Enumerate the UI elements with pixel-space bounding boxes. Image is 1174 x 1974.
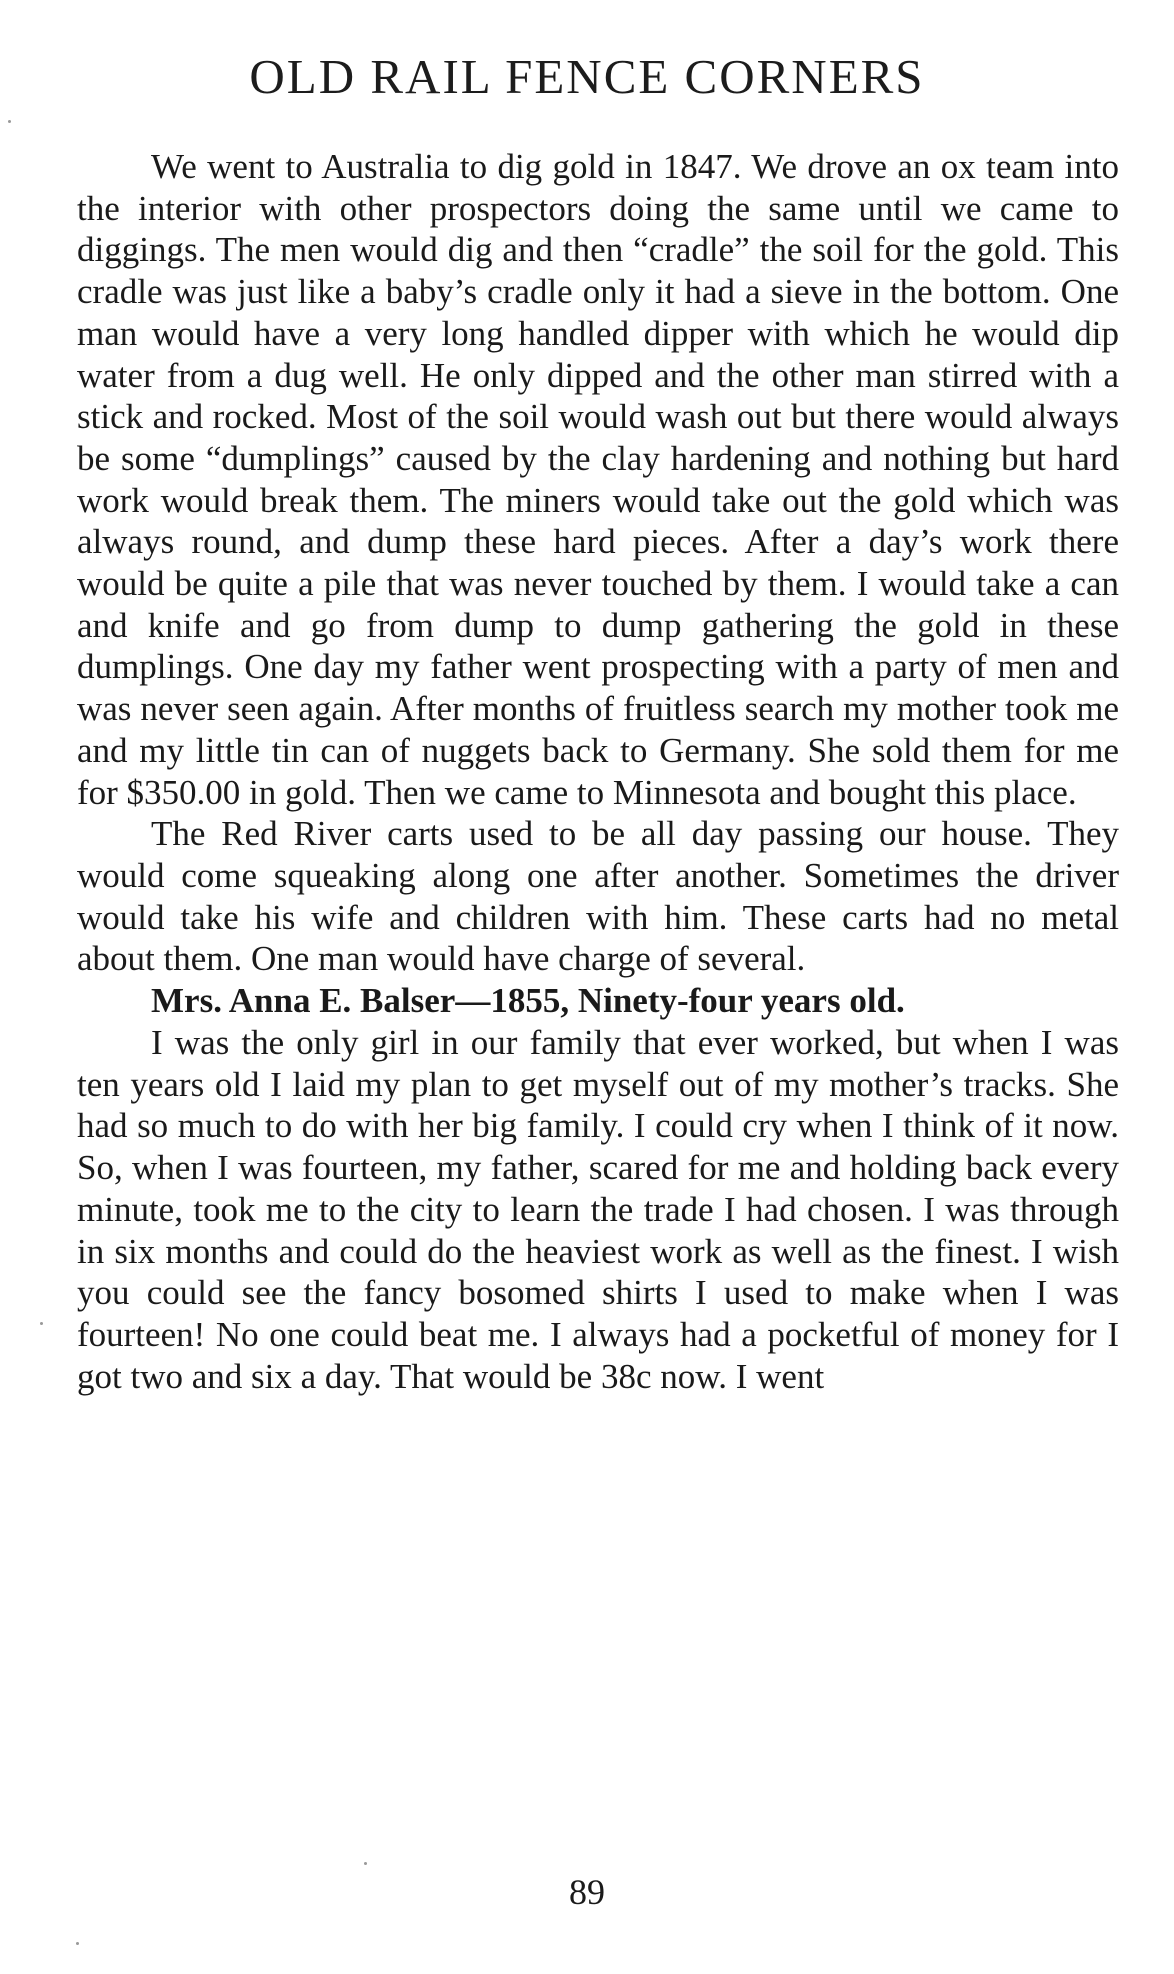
print-speck bbox=[40, 1322, 43, 1325]
paragraph-red-river-carts: The Red River carts used to be all day passing our house. They would come squeaking along one after another. Sometimes the driver would take his wife and children with him. These carts had no metal about them. One man would have charge of several. bbox=[77, 814, 1119, 979]
page-number: 89 bbox=[569, 1872, 605, 1912]
paragraph-balser-account: I was the only girl in our family that ever worked, but when I was ten years old I laid my plan to get myself out of my mother’s tracks. She had so much to do with her big family. I could cry when I think of it now. So, when I was fourteen, my father, scared for me and holding back every minute, took me to the city to learn the trade I had chosen. I was through in six months and could do the heaviest work as well as the finest. I wish you could see the fancy bosomed shirts I used to make when I was fourteen! No one could beat me. I always had a pocketful of money for I got two and six a day. That would be 38c now. I went bbox=[77, 1023, 1119, 1396]
print-speck bbox=[8, 120, 11, 123]
print-speck bbox=[364, 1862, 367, 1865]
running-head: OLD RAIL FENCE CORNERS bbox=[249, 49, 925, 104]
body-text bbox=[77, 146, 1119, 1397]
paragraph-australia-gold: We went to Australia to dig gold in 1847. We drove an ox team into the interior with other prospectors doing the same until we came to diggings. The men would dig and then “cradle” the soil for the gold. This cradle was just like a baby’s cradle only it had a sieve in the bottom. One man would have a very long handled dipper with which he would dip water from a dug well. He only dipped and the other man stirred with a stick and rocked. Most of the soil would wash out but there would always be some “dumplings” caused by the clay hardening and nothing but hard work would break them. The miners would take out the gold which was always round, and dump these hard pieces. After a day’s work there would be quite a pile that was never touched by them. I would take a can and knife and go from dump to dump gathering the gold in these dumplings. One day my father went prospecting with a party of men and was never seen again. After months of fruitless search my mother took me and my little tin can of nuggets back to Germany. She sold them for me for $350.00 in gold. Then we came to Minnesota and bought this place. bbox=[77, 147, 1119, 812]
section-heading: Mrs. Anna E. Balser—1855, Ninety-four years old. bbox=[151, 981, 905, 1021]
print-speck bbox=[76, 1942, 79, 1945]
